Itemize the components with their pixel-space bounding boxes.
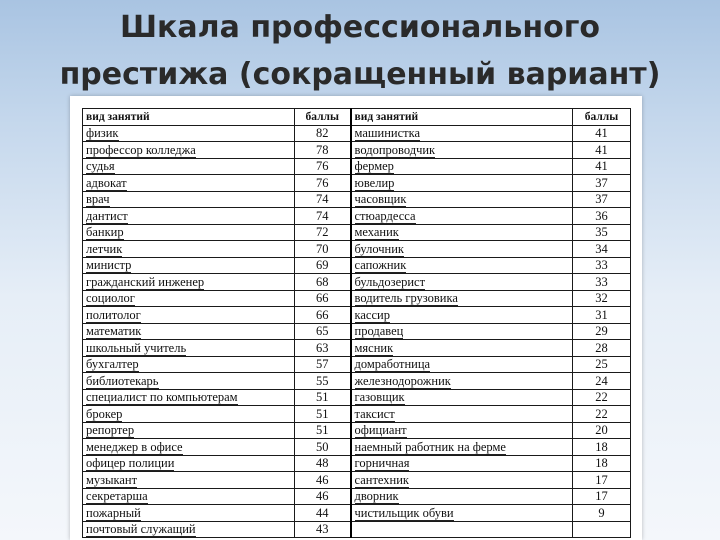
score-left-cell — [295, 290, 351, 307]
occupation-right-cell-text: часовщик — [354, 192, 407, 207]
occupation-left-cell — [83, 208, 295, 225]
table-row — [83, 208, 631, 225]
occupation-left-cell-text: врач — [86, 192, 110, 207]
occupation-right-cell-text: таксист — [354, 406, 395, 421]
score-right-cell-text: 41 — [595, 159, 608, 174]
scanned-table-image — [70, 96, 642, 540]
score-left-cell-text: 70 — [316, 241, 329, 256]
score-left-cell — [295, 455, 351, 472]
occupation-right-cell — [351, 356, 573, 373]
score-right-cell — [573, 455, 631, 472]
score-right-cell — [573, 505, 631, 522]
score-left-cell-text: 55 — [316, 373, 329, 388]
score-left-cell — [295, 406, 351, 423]
score-left-cell — [295, 389, 351, 406]
score-right-cell-text: 32 — [595, 291, 608, 306]
score-right-cell — [573, 175, 631, 192]
table-row — [83, 356, 631, 373]
occupation-right-cell-text: сантехник — [354, 472, 409, 487]
slide-title — [0, 4, 720, 98]
score-right-cell — [573, 241, 631, 258]
table-row — [83, 125, 631, 142]
score-right-cell — [573, 191, 631, 208]
score-left-cell-text: 50 — [316, 439, 329, 454]
score-left-cell — [295, 175, 351, 192]
occupation-right-cell — [351, 455, 573, 472]
occupation-right-cell-text: кассир — [354, 307, 390, 322]
score-right-cell-text: 41 — [595, 126, 608, 141]
score-left-cell-text: 63 — [316, 340, 329, 355]
occupation-left-cell-text: музыкант — [86, 472, 138, 487]
table-row — [83, 373, 631, 390]
score-right-cell-text: 35 — [595, 225, 608, 240]
table-body — [83, 125, 631, 538]
occupation-right-cell — [351, 422, 573, 439]
score-right-cell-text: 33 — [595, 258, 608, 273]
table-row — [83, 142, 631, 159]
occupation-right-cell — [351, 191, 573, 208]
occupation-left-cell — [83, 307, 295, 324]
score-right-cell-text: 34 — [595, 241, 608, 256]
occupation-left-cell-text: брокер — [86, 406, 123, 421]
table-row — [83, 191, 631, 208]
table-row — [83, 472, 631, 489]
occupation-left-cell-text: гражданский инженер — [86, 274, 205, 289]
occupation-right-cell-text: домработница — [354, 357, 431, 372]
occupation-left-cell — [83, 241, 295, 258]
occupation-right-cell — [351, 406, 573, 423]
table-row — [83, 422, 631, 439]
occupation-left-cell — [83, 472, 295, 489]
score-left-cell-text: 82 — [316, 126, 329, 141]
score-right-cell-text: 17 — [595, 489, 608, 504]
table-row — [83, 241, 631, 258]
occupation-left-cell — [83, 521, 295, 538]
occupation-right-cell-text: чистильщик обуви — [354, 505, 454, 520]
occupation-left-cell-text: судья — [86, 159, 115, 174]
score-left-cell — [295, 373, 351, 390]
occupation-right-cell — [351, 439, 573, 456]
score-left-cell — [295, 125, 351, 142]
score-right-cell-text: 29 — [595, 324, 608, 339]
occupation-right-cell-text: железнодорожник — [354, 373, 451, 388]
occupation-left-cell — [83, 175, 295, 192]
occupation-right-cell — [351, 224, 573, 241]
occupation-left-cell — [83, 439, 295, 456]
occupation-right-cell — [351, 307, 573, 324]
score-left-cell — [295, 472, 351, 489]
occupation-left-cell-text: школьный учитель — [86, 340, 187, 355]
occupation-left-cell — [83, 455, 295, 472]
score-right-cell — [573, 290, 631, 307]
occupation-left-cell — [83, 356, 295, 373]
table-row — [83, 455, 631, 472]
score-left-cell-text: 43 — [316, 522, 329, 537]
score-left-cell — [295, 323, 351, 340]
score-left-cell-text: 46 — [316, 489, 329, 504]
occupation-left-cell — [83, 290, 295, 307]
occupation-right-cell-text: сапожник — [354, 258, 407, 273]
table-row — [83, 488, 631, 505]
score-left-cell — [295, 521, 351, 538]
occupation-right-cell — [351, 373, 573, 390]
occupation-right-cell-text: фермер — [354, 159, 394, 174]
occupation-left-cell — [83, 274, 295, 291]
score-left-cell-text: 78 — [316, 142, 329, 157]
score-left-cell — [295, 257, 351, 274]
score-right-cell — [573, 323, 631, 340]
prestige-table — [82, 108, 631, 538]
occupation-right-cell-text: машинистка — [354, 126, 421, 141]
occupation-left-cell — [83, 340, 295, 357]
occupation-right-cell — [351, 472, 573, 489]
score-right-cell — [573, 373, 631, 390]
score-left-cell — [295, 224, 351, 241]
score-left-cell — [295, 340, 351, 357]
occupation-left-cell-text: менеджер в офисе — [86, 439, 183, 454]
occupation-right-cell-text: ювелир — [354, 175, 395, 190]
score-right-cell-text: 24 — [595, 373, 608, 388]
table-row — [83, 406, 631, 423]
score-right-cell — [573, 274, 631, 291]
score-left-cell-text: 65 — [316, 324, 329, 339]
slide-title-line-2: престижа (сокращенный вариант) — [59, 57, 661, 92]
occupation-left-cell — [83, 158, 295, 175]
score-right-cell-text: 25 — [595, 357, 608, 372]
score-left-cell — [295, 439, 351, 456]
occupation-right-cell — [351, 521, 573, 538]
score-left-cell-text: 66 — [316, 307, 329, 322]
occupation-left-cell-text: математик — [86, 324, 142, 339]
score-right-cell — [573, 158, 631, 175]
occupation-left-cell-text: летчик — [86, 241, 123, 256]
score-left-cell-text: 68 — [316, 274, 329, 289]
score-left-cell — [295, 208, 351, 225]
table-row — [83, 290, 631, 307]
score-right-cell-text: 20 — [595, 423, 608, 438]
score-right-cell — [573, 439, 631, 456]
table-row — [83, 521, 631, 538]
occupation-right-cell — [351, 274, 573, 291]
score-left-cell-text: 51 — [316, 406, 329, 421]
occupation-left-cell — [83, 505, 295, 522]
occupation-left-cell-text: репортер — [86, 423, 135, 438]
score-right-cell — [573, 406, 631, 423]
score-left-cell-text: 48 — [316, 456, 329, 471]
header-occupation-right: вид занятий — [351, 109, 573, 126]
occupation-right-cell — [351, 175, 573, 192]
score-right-cell-text: 31 — [595, 307, 608, 322]
table-row — [83, 389, 631, 406]
occupation-right-cell-text: мясник — [354, 340, 394, 355]
occupation-right-cell — [351, 257, 573, 274]
table-row — [83, 323, 631, 340]
occupation-right-cell-text: горничная — [354, 456, 410, 471]
occupation-left-cell — [83, 323, 295, 340]
score-left-cell-text: 74 — [316, 208, 329, 223]
table-header-row — [83, 109, 631, 126]
occupation-left-cell-text: политолог — [86, 307, 141, 322]
score-right-cell — [573, 257, 631, 274]
score-left-cell — [295, 158, 351, 175]
table-row — [83, 439, 631, 456]
occupation-right-cell — [351, 208, 573, 225]
occupation-right-cell-text: наемный работник на ферме — [354, 439, 506, 454]
occupation-left-cell — [83, 406, 295, 423]
score-right-cell-text: 18 — [595, 456, 608, 471]
table-row — [83, 224, 631, 241]
score-right-cell — [573, 340, 631, 357]
occupation-left-cell — [83, 191, 295, 208]
score-left-cell-text: 51 — [316, 423, 329, 438]
score-left-cell-text: 46 — [316, 472, 329, 487]
score-left-cell-text: 66 — [316, 291, 329, 306]
occupation-right-cell — [351, 290, 573, 307]
score-left-cell — [295, 505, 351, 522]
score-left-cell-text: 76 — [316, 175, 329, 190]
score-right-cell-text: 18 — [595, 439, 608, 454]
occupation-right-cell-text: бульдозерист — [354, 274, 426, 289]
occupation-left-cell-text: дантист — [86, 208, 128, 223]
score-right-cell — [573, 142, 631, 159]
score-right-cell-text: 22 — [595, 406, 608, 421]
occupation-left-cell-text: библиотекарь — [86, 373, 159, 388]
occupation-left-cell — [83, 389, 295, 406]
occupation-left-cell-text: пожарный — [86, 505, 141, 520]
slide-title-line-1: Шкала профессионального — [120, 10, 600, 45]
score-left-cell-text: 51 — [316, 390, 329, 405]
occupation-right-cell — [351, 323, 573, 340]
occupation-right-cell-text: стюардесса — [354, 208, 416, 223]
occupation-left-cell-text: специалист по компьютерам — [86, 390, 238, 405]
score-left-cell — [295, 488, 351, 505]
score-left-cell — [295, 142, 351, 159]
score-right-cell — [573, 521, 631, 538]
score-right-cell — [573, 224, 631, 241]
occupation-right-cell — [351, 340, 573, 357]
occupation-left-cell-text: физик — [86, 126, 119, 141]
score-right-cell — [573, 422, 631, 439]
table-row — [83, 175, 631, 192]
score-right-cell-text: 22 — [595, 390, 608, 405]
table-row — [83, 340, 631, 357]
occupation-right-cell-text: газовщик — [354, 390, 405, 405]
score-right-cell — [573, 488, 631, 505]
header-score-right: баллы — [573, 109, 631, 126]
header-score-left: баллы — [295, 109, 351, 126]
occupation-left-cell-text: профессор колледжа — [86, 142, 196, 157]
score-right-cell — [573, 472, 631, 489]
occupation-left-cell — [83, 488, 295, 505]
occupation-left-cell-text: почтовый служащий — [86, 522, 196, 537]
occupation-left-cell-text: социолог — [86, 291, 135, 306]
score-right-cell — [573, 307, 631, 324]
score-left-cell — [295, 274, 351, 291]
occupation-right-cell — [351, 389, 573, 406]
score-left-cell-text: 76 — [316, 159, 329, 174]
table-row — [83, 158, 631, 175]
occupation-left-cell-text: банкир — [86, 225, 124, 240]
occupation-right-cell-text: водопроводчик — [354, 142, 436, 157]
occupation-left-cell — [83, 125, 295, 142]
occupation-right-cell-text: официант — [354, 423, 407, 438]
occupation-left-cell-text: офицер полиции — [86, 456, 175, 471]
score-left-cell — [295, 307, 351, 324]
occupation-right-cell-text: механик — [354, 225, 399, 240]
occupation-left-cell — [83, 422, 295, 439]
occupation-right-cell-text: дворник — [354, 489, 399, 504]
score-right-cell-text: 37 — [595, 175, 608, 190]
occupation-right-cell — [351, 488, 573, 505]
score-right-cell — [573, 125, 631, 142]
occupation-right-cell-text: булочник — [354, 241, 404, 256]
score-right-cell-text: 9 — [598, 505, 605, 520]
occupation-right-cell — [351, 158, 573, 175]
occupation-left-cell-text: бухгалтер — [86, 357, 139, 372]
occupation-right-cell — [351, 125, 573, 142]
occupation-right-cell — [351, 241, 573, 258]
occupation-right-cell — [351, 142, 573, 159]
occupation-left-cell — [83, 373, 295, 390]
table-row — [83, 307, 631, 324]
score-left-cell — [295, 356, 351, 373]
score-right-cell — [573, 389, 631, 406]
score-right-cell-text: 17 — [595, 472, 608, 487]
occupation-right-cell-text: водитель грузовика — [354, 291, 458, 306]
score-right-cell-text: 37 — [595, 192, 608, 207]
score-left-cell-text: 74 — [316, 192, 329, 207]
table-row — [83, 274, 631, 291]
score-left-cell-text: 44 — [316, 505, 329, 520]
score-right-cell-text: 33 — [595, 274, 608, 289]
score-right-cell-text: 41 — [595, 142, 608, 157]
occupation-left-cell — [83, 224, 295, 241]
occupation-left-cell-text: министр — [86, 258, 132, 273]
header-occupation-left: вид занятий — [83, 109, 295, 126]
score-left-cell-text: 72 — [316, 225, 329, 240]
score-left-cell — [295, 191, 351, 208]
occupation-left-cell-text: адвокат — [86, 175, 127, 190]
score-right-cell-text: 36 — [595, 208, 608, 223]
score-left-cell-text: 57 — [316, 357, 329, 372]
score-right-cell-text: 28 — [595, 340, 608, 355]
score-right-cell — [573, 208, 631, 225]
occupation-left-cell — [83, 257, 295, 274]
score-left-cell — [295, 422, 351, 439]
table-row — [83, 505, 631, 522]
score-left-cell — [295, 241, 351, 258]
score-left-cell-text: 69 — [316, 258, 329, 273]
occupation-right-cell-text: продавец — [354, 324, 404, 339]
occupation-left-cell-text: секретарша — [86, 489, 148, 504]
table-row — [83, 257, 631, 274]
occupation-right-cell — [351, 505, 573, 522]
score-right-cell — [573, 356, 631, 373]
occupation-left-cell — [83, 142, 295, 159]
